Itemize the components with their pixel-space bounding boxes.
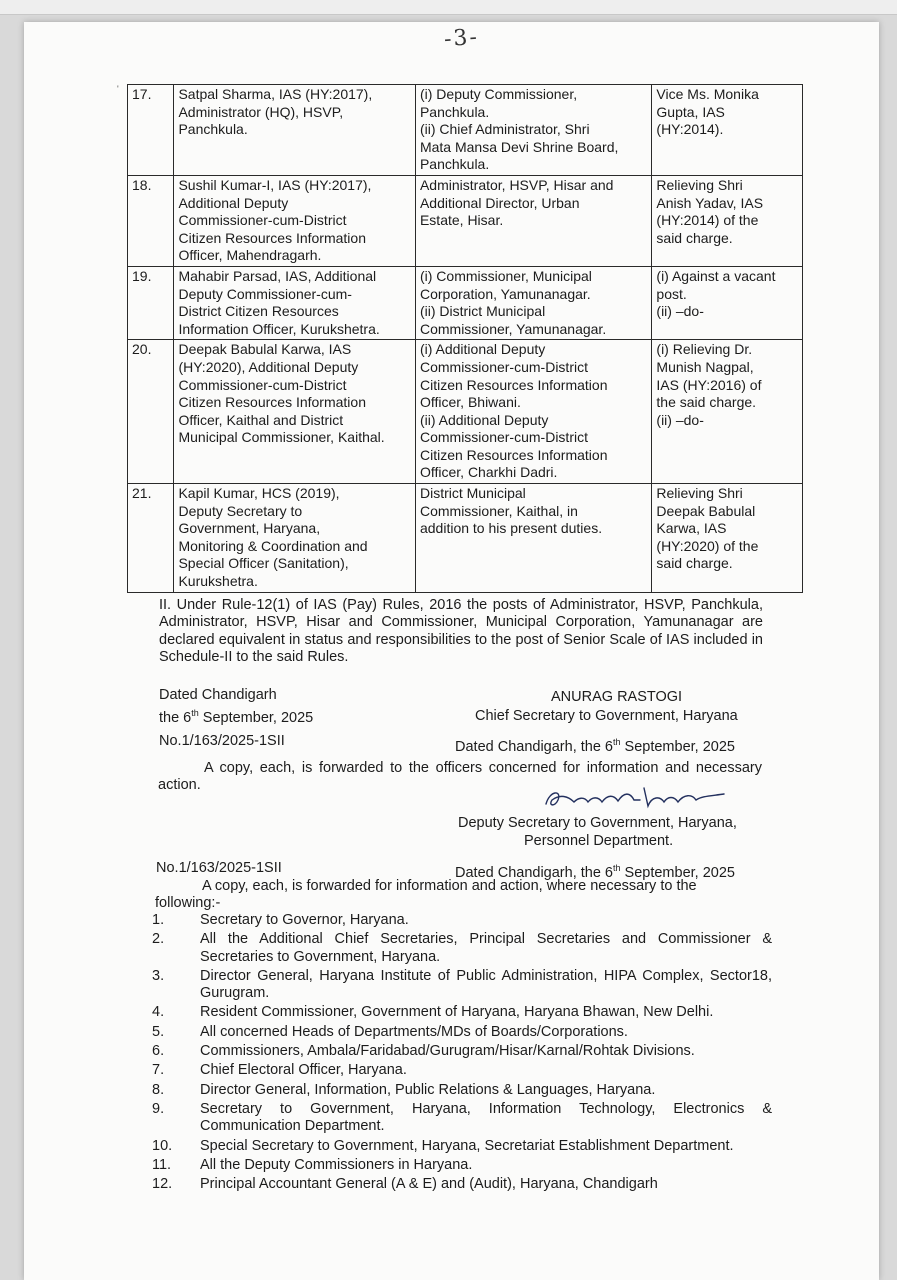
posting-cell-line: (i) Commissioner, Municipal (419, 267, 592, 284)
officer-cell-line: Satpal Sharma, IAS (HY:2017), (178, 86, 373, 102)
posting-cell-line: Mata Mansa Devi Shrine Board, (419, 138, 619, 155)
officer-cell (174, 266, 416, 339)
list-item (152, 1157, 772, 1174)
list-item (152, 931, 772, 966)
remarks-cell-line: post. (656, 285, 687, 302)
list-item-text: All concerned Heads of Departments/MDs of Boards/Corporations. (200, 1023, 628, 1040)
officer-cell-line: Deepak Babulal Karwa, IAS (178, 341, 352, 358)
list-item-number: 1. (152, 912, 165, 928)
list-item-text: Secretary to Government, Haryana, Information Technology, Electronics & Communication Department. (200, 1100, 772, 1135)
remarks-cell (652, 484, 803, 593)
memo2-intro-cont: following:- (155, 895, 221, 911)
posting-cell (415, 266, 651, 339)
table-row (128, 340, 803, 484)
posting-cell-line: Administrator, HSVP, Hisar and (419, 176, 614, 193)
dated-day-rest: September, 2025 (198, 709, 314, 726)
list-item (152, 1062, 772, 1079)
list-item-number: 9. (152, 1100, 165, 1117)
serial-number-cell: 19. (128, 266, 174, 339)
list-item-text: Secretary to Governor, Haryana. (200, 912, 409, 928)
distribution-list (152, 912, 772, 1195)
memo2-date-sup: th (613, 863, 621, 873)
posting-cell (415, 175, 651, 266)
remarks-cell-line: Gupta, IAS (656, 103, 725, 120)
officer-cell-line: Municipal Commissioner, Kaithal. (178, 429, 385, 446)
list-item-number: 11. (152, 1156, 172, 1173)
remarks-cell-line: IAS (HY:2016) of (656, 376, 762, 393)
posting-cell-line: addition to his present duties. (419, 520, 603, 537)
list-item-number: 12. (152, 1176, 173, 1193)
signatory-title: Chief Secretary to Government, Haryana (475, 708, 738, 724)
posting-cell-line: (i) Additional Deputy (419, 341, 546, 358)
posting-cell-line: Citizen Resources Information (419, 446, 608, 463)
officer-cell-line: Mahabir Parsad, IAS, Additional (178, 267, 377, 284)
posting-cell-line: Panchkula. (419, 156, 490, 173)
list-item (152, 968, 772, 1003)
list-item-text: Director General, Haryana Institute of Public Administration, HIPA Complex, Sector18, Gurugram. (200, 967, 772, 1002)
posting-cell-line: Additional Director, Urban (419, 194, 580, 211)
officer-cell-line: Sushil Kumar-I, IAS (HY:2017), (178, 176, 372, 193)
remarks-cell (652, 85, 803, 176)
list-item (152, 1024, 772, 1041)
list-item-number: 7. (152, 1062, 165, 1079)
list-item-text: Special Secretary to Government, Haryana, Secretariat Establishment Department. (200, 1137, 734, 1154)
remarks-cell-line: Karwa, IAS (656, 520, 727, 537)
list-item-text: Commissioners, Ambala/Faridabad/Gurugram/Hisar/Karnal/Rohtak Divisions. (200, 1043, 695, 1060)
memo1-date (455, 734, 735, 756)
serial-number-cell: 17. (128, 85, 174, 176)
posting-cell-line: Officer, Bhiwani. (419, 394, 521, 411)
list-item (152, 1176, 772, 1193)
posting-cell-line: (ii) Chief Administrator, Shri (419, 121, 590, 138)
list-item (152, 1138, 772, 1155)
posting-cell-line: Citizen Resources Information (419, 376, 608, 393)
remarks-cell-line: the said charge. (656, 394, 757, 411)
remarks-cell (652, 340, 803, 484)
margin-mark: ' (117, 84, 119, 94)
memo1-text: A copy, each, is forwarded to the officers concerned for information and necessary action. (158, 760, 762, 794)
memo1-date-prefix: Dated Chandigarh, the 6 (455, 738, 613, 755)
remarks-cell-line: Munish Nagpal, (656, 358, 754, 375)
serial-number-cell: 20. (128, 340, 174, 484)
table-row (128, 85, 803, 176)
officer-cell-line: Commissioner-cum-District (178, 212, 347, 229)
list-item-number: 3. (152, 967, 165, 984)
officer-cell (174, 484, 416, 593)
serial-number-cell: 18. (128, 175, 174, 266)
remarks-cell (652, 175, 803, 266)
list-item-text: All the Deputy Commissioners in Haryana. (200, 1156, 473, 1173)
remarks-cell-line: Vice Ms. Monika (656, 86, 759, 102)
list-item-text: All the Additional Chief Secretaries, Principal Secretaries and Commissioner & Secretaries to Government, Haryana. (200, 931, 772, 965)
officer-cell-line: Officer, Mahendragarh. (178, 247, 322, 264)
memo2-date-rest: September, 2025 (620, 864, 735, 881)
posting-cell-line: Commissioner-cum-District (419, 358, 588, 375)
officer-cell (174, 340, 416, 484)
remarks-cell-line: Anish Yadav, IAS (656, 194, 764, 211)
table-row (128, 175, 803, 266)
dated-day-prefix: the 6 (159, 709, 192, 726)
remarks-cell-line: (i) Relieving Dr. (656, 341, 753, 358)
list-item-number: 6. (152, 1043, 165, 1060)
document-page (24, 22, 879, 1280)
officer-cell-line: Deputy Commissioner-cum- (178, 285, 352, 302)
posting-cell-line: Officer, Charkhi Dadri. (419, 464, 558, 481)
posting-cell-line: District Municipal (419, 485, 526, 502)
dated-place: Dated Chandigarh (159, 687, 277, 703)
dated-day-sup: th (191, 708, 199, 718)
remarks-cell-line: (HY:2020) of the (656, 537, 759, 554)
list-item (152, 1043, 772, 1060)
posting-orders-table (127, 84, 803, 593)
table-body (128, 85, 803, 593)
list-item (152, 1004, 772, 1021)
list-item-number: 10. (152, 1137, 173, 1154)
list-item (152, 1101, 772, 1136)
memo1-date-rest: September, 2025 (620, 738, 735, 755)
remarks-cell (652, 266, 803, 339)
list-item-text: Director General, Information, Public Relations & Languages, Haryana. (200, 1081, 656, 1098)
list-item-number: 8. (152, 1081, 165, 1098)
list-item-text: Chief Electoral Officer, Haryana. (200, 1062, 407, 1079)
officer-cell-line: Special Officer (Sanitation), (178, 555, 349, 572)
remarks-cell-line: (i) Against a vacant (656, 267, 776, 284)
remarks-cell-line: (HY:2014). (656, 121, 724, 138)
officer-cell-line: Citizen Resources Information (178, 394, 366, 411)
posting-cell-line: Corporation, Yamunanagar. (419, 285, 591, 302)
remarks-cell-line: (HY:2014) of the (656, 212, 759, 229)
remarks-cell-line: Relieving Shri (656, 485, 743, 502)
list-item-number: 2. (152, 931, 165, 948)
remarks-cell-line: (ii) –do- (656, 411, 704, 428)
officer-cell-line: Officer, Kaithal and District (178, 411, 344, 428)
remarks-cell-line: said charge. (656, 229, 733, 246)
officer-cell-line: Panchkula. (178, 121, 248, 138)
posting-cell-line: (ii) Additional Deputy (419, 411, 549, 428)
posting-cell-line: Panchkula. (419, 103, 490, 120)
remarks-cell-line: said charge. (656, 555, 733, 572)
serial-number-cell: 21. (128, 484, 174, 593)
officer-cell-line: Information Officer, Kurukshetra. (178, 320, 380, 337)
officer-cell-line: Kapil Kumar, HCS (2019), (178, 485, 340, 502)
table-row (128, 484, 803, 593)
officer-cell-line: Citizen Resources Information (178, 229, 366, 246)
posting-cell-line: (i) Deputy Commissioner, (419, 86, 578, 102)
deputy-title-line2: Personnel Department. (524, 833, 674, 849)
officer-cell-line: Administrator (HQ), HSVP, (178, 103, 344, 120)
posting-cell-line: (ii) District Municipal (419, 303, 546, 320)
remarks-cell-line: Deepak Babulal (656, 502, 756, 519)
list-item (152, 912, 772, 929)
top-strip (0, 0, 897, 15)
list-item-text: Resident Commissioner, Government of Haryana, Haryana Bhawan, New Delhi. (200, 1004, 714, 1021)
officer-cell (174, 175, 416, 266)
clause-ii-paragraph: II. Under Rule-12(1) of IAS (Pay) Rules, 2016 the posts of Administrator, HSVP, Panchkula, Administrator, HSVP, Hisar and Commissioner, Municipal Corporation, Yamunanagar are declared equivalent in status and responsibilities to the post of Senior Scale of IAS included in Schedule-II to the said Rules. (159, 597, 763, 666)
posting-cell-line: Estate, Hisar. (419, 212, 504, 229)
list-item-text: Principal Accountant General (A & E) and (Audit), Haryana, Chandigarh (200, 1176, 658, 1193)
memo2-date-prefix: Dated Chandigarh, the 6 (455, 864, 613, 881)
posting-cell (415, 85, 651, 176)
remarks-cell-line: Relieving Shri (656, 176, 743, 193)
officer-cell-line: Kurukshetra. (178, 573, 258, 590)
dated-day (159, 705, 313, 727)
memo2-number: No.1/163/2025-1SII (156, 860, 282, 876)
remarks-cell-line: (ii) –do- (656, 303, 704, 320)
officer-cell-line: (HY:2020), Additional Deputy (178, 358, 359, 375)
posting-cell (415, 340, 651, 484)
page-number: -3- (443, 24, 480, 53)
handwritten-signature (540, 782, 730, 812)
posting-cell (415, 484, 651, 593)
list-item-number: 4. (152, 1004, 165, 1021)
posting-cell-line: Commissioner, Kaithal, in (419, 502, 578, 519)
officer-cell-line: Additional Deputy (178, 194, 289, 211)
officer-cell-line: Deputy Secretary to (178, 502, 303, 519)
posting-cell-line: Commissioner, Yamunanagar. (419, 320, 607, 337)
table-row (128, 266, 803, 339)
signatory-name: ANURAG RASTOGI (551, 689, 683, 705)
memo1-date-sup: th (613, 737, 621, 747)
list-item-number: 5. (152, 1023, 165, 1040)
officer-cell-line: Monitoring & Coordination and (178, 537, 368, 554)
posting-cell-line: Commissioner-cum-District (419, 429, 588, 446)
officer-cell-line: Government, Haryana, (178, 520, 321, 537)
officer-cell-line: District Citizen Resources (178, 303, 339, 320)
officer-cell-line: Commissioner-cum-District (178, 376, 347, 393)
memo1-number: No.1/163/2025-1SII (159, 733, 285, 749)
deputy-title-line1: Deputy Secretary to Government, Haryana, (458, 815, 737, 831)
officer-cell (174, 85, 416, 176)
memo2-intro: A copy, each, is forwarded for information and action, where necessary to the (202, 878, 697, 894)
list-item (152, 1082, 772, 1099)
